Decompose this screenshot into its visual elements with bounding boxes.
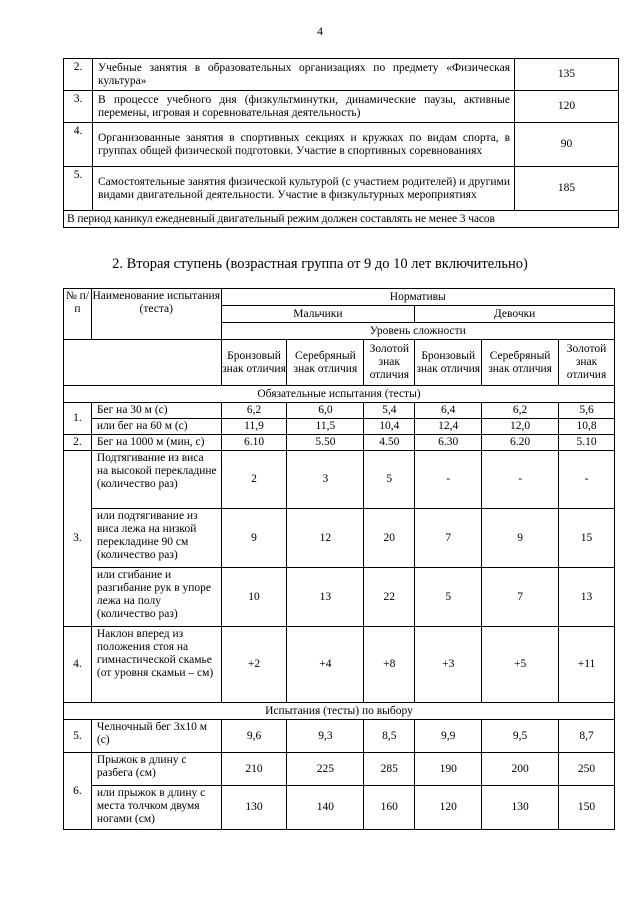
activity-table — [63, 58, 619, 228]
activity-description: Организованные занятия в спортивных секциях и кружках по видам спорта, в группах общей физической подготовки. Участие в спортивных соревнованиях — [93, 123, 515, 167]
row-number: 6. — [64, 753, 92, 830]
table-row — [64, 627, 615, 703]
activity-minutes: 135 — [515, 59, 619, 91]
header-row — [64, 289, 615, 306]
norm-value: +4 — [287, 627, 364, 703]
norm-value: +5 — [482, 627, 559, 703]
norm-value: 130 — [482, 786, 559, 830]
row-number: 4. — [64, 627, 92, 703]
activity-description: Учебные занятия в образовательных организациях по предмету «Физическая культура» — [93, 59, 515, 91]
norm-value: - — [415, 451, 482, 509]
header-boys-gold: Золотой знак отличия — [364, 340, 415, 386]
norm-value: 12,4 — [415, 419, 482, 435]
header-boys-bronze: Бронзовый знак отличия — [221, 340, 287, 386]
norm-value: 6,2 — [221, 403, 287, 419]
header-girls-bronze: Бронзовый знак отличия — [415, 340, 482, 386]
norm-value: 7 — [415, 509, 482, 568]
norm-value: 6,0 — [287, 403, 364, 419]
test-name: Бег на 30 м (с) — [91, 403, 221, 419]
test-name: Прыжок в длину с разбега (см) — [91, 753, 221, 786]
norm-value: 7 — [482, 568, 559, 627]
norm-value: 9,5 — [482, 720, 559, 753]
row-number: 2. — [64, 435, 92, 451]
norm-value: 13 — [287, 568, 364, 627]
table-row — [64, 509, 615, 568]
table-footer-note: В период каникул ежедневный двигательный режим должен составлять не менее 3 часов — [64, 211, 619, 228]
norms-table — [63, 288, 615, 830]
header-row — [64, 340, 615, 386]
table-row — [64, 403, 615, 419]
norm-value: 5,4 — [364, 403, 415, 419]
activity-description: В процессе учебного дня (физкультминутки, динамические паузы, активные перемены, игровая и соревновательная деятельность) — [93, 91, 515, 123]
norm-value: 5,6 — [559, 403, 615, 419]
norm-value: 2 — [221, 451, 287, 509]
table-row — [64, 435, 615, 451]
test-name: Бег на 1000 м (мин, с) — [91, 435, 221, 451]
norm-value: 5.10 — [559, 435, 615, 451]
table-row — [64, 753, 615, 786]
norm-value: 22 — [364, 568, 415, 627]
norm-value: 12,0 — [482, 419, 559, 435]
optional-tests-title: Испытания (тесты) по выбору — [64, 703, 615, 720]
norm-value: - — [559, 451, 615, 509]
section-row — [64, 703, 615, 720]
page-number: 4 — [317, 24, 323, 38]
table-row — [64, 720, 615, 753]
norm-value: 8,7 — [559, 720, 615, 753]
header-girls: Девочки — [415, 306, 615, 323]
header-test-name: Наименование испытания (теста) — [91, 289, 221, 340]
norm-value: 130 — [221, 786, 287, 830]
table-row — [64, 123, 619, 167]
norm-value: 15 — [559, 509, 615, 568]
mandatory-tests-title: Обязательные испытания (тесты) — [64, 386, 615, 403]
header-number: № п/п — [64, 289, 92, 340]
norm-value: 4.50 — [364, 435, 415, 451]
test-name: Наклон вперед из положения стоя на гимнастической скамье (от уровня скамьи – см) — [91, 627, 221, 703]
norm-value: 10,8 — [559, 419, 615, 435]
norm-value: 140 — [287, 786, 364, 830]
norm-value: +3 — [415, 627, 482, 703]
header-girls-gold: Золотой знак отличия — [559, 340, 615, 386]
norm-value: 12 — [287, 509, 364, 568]
row-number: 5. — [64, 720, 92, 753]
activity-description: Самостоятельные занятия физической культурой (с участием родителей) и другими видами двигательной деятельности. Участие в физкультурных мероприятиях — [93, 167, 515, 211]
norm-value: 6.30 — [415, 435, 482, 451]
norm-value: 5 — [364, 451, 415, 509]
norm-value: 190 — [415, 753, 482, 786]
norm-value: +11 — [559, 627, 615, 703]
test-name: или подтягивание из виса лежа на низкой перекладине 90 см (количество раз) — [91, 509, 221, 568]
norm-value: 20 — [364, 509, 415, 568]
norm-value: 9,3 — [287, 720, 364, 753]
row-number: 5. — [64, 167, 93, 211]
norm-value: 10,4 — [364, 419, 415, 435]
norm-value: 5 — [415, 568, 482, 627]
norm-value: 3 — [287, 451, 364, 509]
norm-value: 200 — [482, 753, 559, 786]
norm-value: 10 — [221, 568, 287, 627]
table-row — [64, 91, 619, 123]
norm-value: 210 — [221, 753, 287, 786]
norm-value: 9,6 — [221, 720, 287, 753]
section-title: 2. Вторая ступень (возрастная группа от 9 до 10 лет включительно) — [112, 256, 528, 272]
table-row — [64, 211, 619, 228]
norm-value: 11,5 — [287, 419, 364, 435]
norm-value: 9,9 — [415, 720, 482, 753]
norm-value: - — [482, 451, 559, 509]
row-number: 4. — [64, 123, 93, 167]
norm-value: 6,4 — [415, 403, 482, 419]
header-boys: Мальчики — [221, 306, 415, 323]
norm-value: 150 — [559, 786, 615, 830]
table-row — [64, 59, 619, 91]
norm-value: 6,2 — [482, 403, 559, 419]
norm-value: 5.50 — [287, 435, 364, 451]
norm-value: +2 — [221, 627, 287, 703]
norm-value: 250 — [559, 753, 615, 786]
header-norms: Нормативы — [221, 289, 614, 306]
norm-value: 6.10 — [221, 435, 287, 451]
norm-value: 120 — [415, 786, 482, 830]
norm-value: +8 — [364, 627, 415, 703]
table-row — [64, 568, 615, 627]
norm-value: 11,9 — [221, 419, 287, 435]
norm-value: 160 — [364, 786, 415, 830]
activity-minutes: 90 — [515, 123, 619, 167]
header-girls-silver: Серебряный знак отличия — [482, 340, 559, 386]
norm-value: 6.20 — [482, 435, 559, 451]
section-row — [64, 386, 615, 403]
row-number: 3. — [64, 91, 93, 123]
row-number: 1. — [64, 403, 92, 435]
table-row — [64, 167, 619, 211]
activity-minutes: 120 — [515, 91, 619, 123]
norm-value: 8,5 — [364, 720, 415, 753]
norm-value: 9 — [482, 509, 559, 568]
header-boys-silver: Серебряный знак отличия — [287, 340, 364, 386]
header-blank — [64, 340, 222, 386]
table-row — [64, 419, 615, 435]
test-name: или бег на 60 м (с) — [91, 419, 221, 435]
norm-value: 13 — [559, 568, 615, 627]
row-number: 3. — [64, 451, 92, 627]
test-name: или прыжок в длину с места толчком двумя ногами (см) — [91, 786, 221, 830]
test-name: Челночный бег 3х10 м (с) — [91, 720, 221, 753]
row-number: 2. — [64, 59, 93, 91]
norm-value: 285 — [364, 753, 415, 786]
norm-value: 9 — [221, 509, 287, 568]
test-name: Подтягивание из виса на высокой перекладине (количество раз) — [91, 451, 221, 509]
activity-minutes: 185 — [515, 167, 619, 211]
header-level: Уровень сложности — [221, 323, 614, 340]
table-row — [64, 451, 615, 509]
table-row — [64, 786, 615, 830]
test-name: или сгибание и разгибание рук в упоре лежа на полу (количество раз) — [91, 568, 221, 627]
norm-value: 225 — [287, 753, 364, 786]
